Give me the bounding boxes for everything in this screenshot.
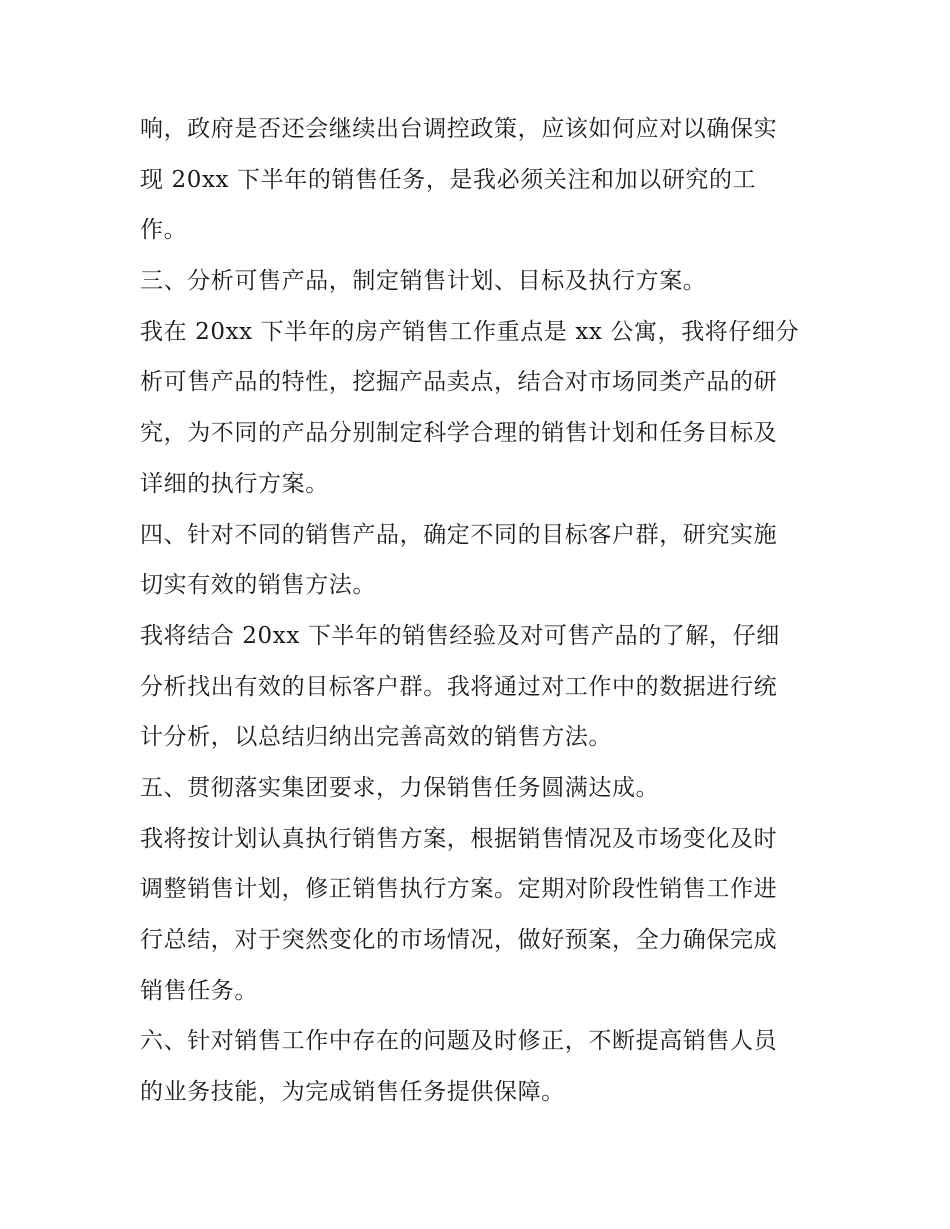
text-line: 我将结合 20xx 下半年的销售经验及对可售产品的了解，仔细 xyxy=(140,622,780,649)
text-line: 详细的执行方案。 xyxy=(140,470,329,497)
section-heading-3: 三、分析可售产品，制定销售计划、目标及执行方案。 xyxy=(140,268,707,295)
text-line: 作。 xyxy=(140,217,188,244)
text-line: 行总结，对于突然变化的市场情况，做好预案，全力确保完成 xyxy=(140,927,778,953)
text-line: 响，政府是否还会继续出台调控政策，应该如何应对以确保实 xyxy=(140,116,778,142)
text-line: 我将按计划认真执行销售方案，根据销售情况及市场变化及时 xyxy=(140,825,778,852)
text-line: 调整销售计划，修正销售执行方案。定期对阶段性销售工作进 xyxy=(140,876,778,903)
section-heading-6: 六、针对销售工作中存在的问题及时修正，不断提高销售人员 xyxy=(140,1028,778,1055)
text-line: 分析找出有效的目标客户群。我将通过对工作中的数据进行统 xyxy=(140,673,778,700)
section-heading-5: 五、贯彻落实集团要求，力保销售任务圆满达成。 xyxy=(140,774,660,801)
document-body xyxy=(140,104,830,1118)
text-line: 现 20xx 下半年的销售任务，是我必须关注和加以研究的工 xyxy=(140,166,757,193)
text-line: 销售任务。 xyxy=(140,977,258,1004)
text-line: 析可售产品的特性，挖掘产品卖点，结合对市场同类产品的研 xyxy=(140,369,778,396)
section-heading-4: 四、针对不同的销售产品，确定不同的目标客户群，研究实施 xyxy=(140,521,778,548)
text-line: 究，为不同的产品分别制定科学合理的销售计划和任务目标及 xyxy=(140,420,778,447)
text-line: 切实有效的销售方法。 xyxy=(140,572,376,599)
text-line: 计分析，以总结归纳出完善高效的销售方法。 xyxy=(140,724,612,751)
text-line: 我在 20xx 下半年的房产销售工作重点是 xx 公寓，我将仔细分 xyxy=(140,318,800,345)
text-line: 的业务技能，为完成销售任务提供保障。 xyxy=(140,1079,565,1106)
